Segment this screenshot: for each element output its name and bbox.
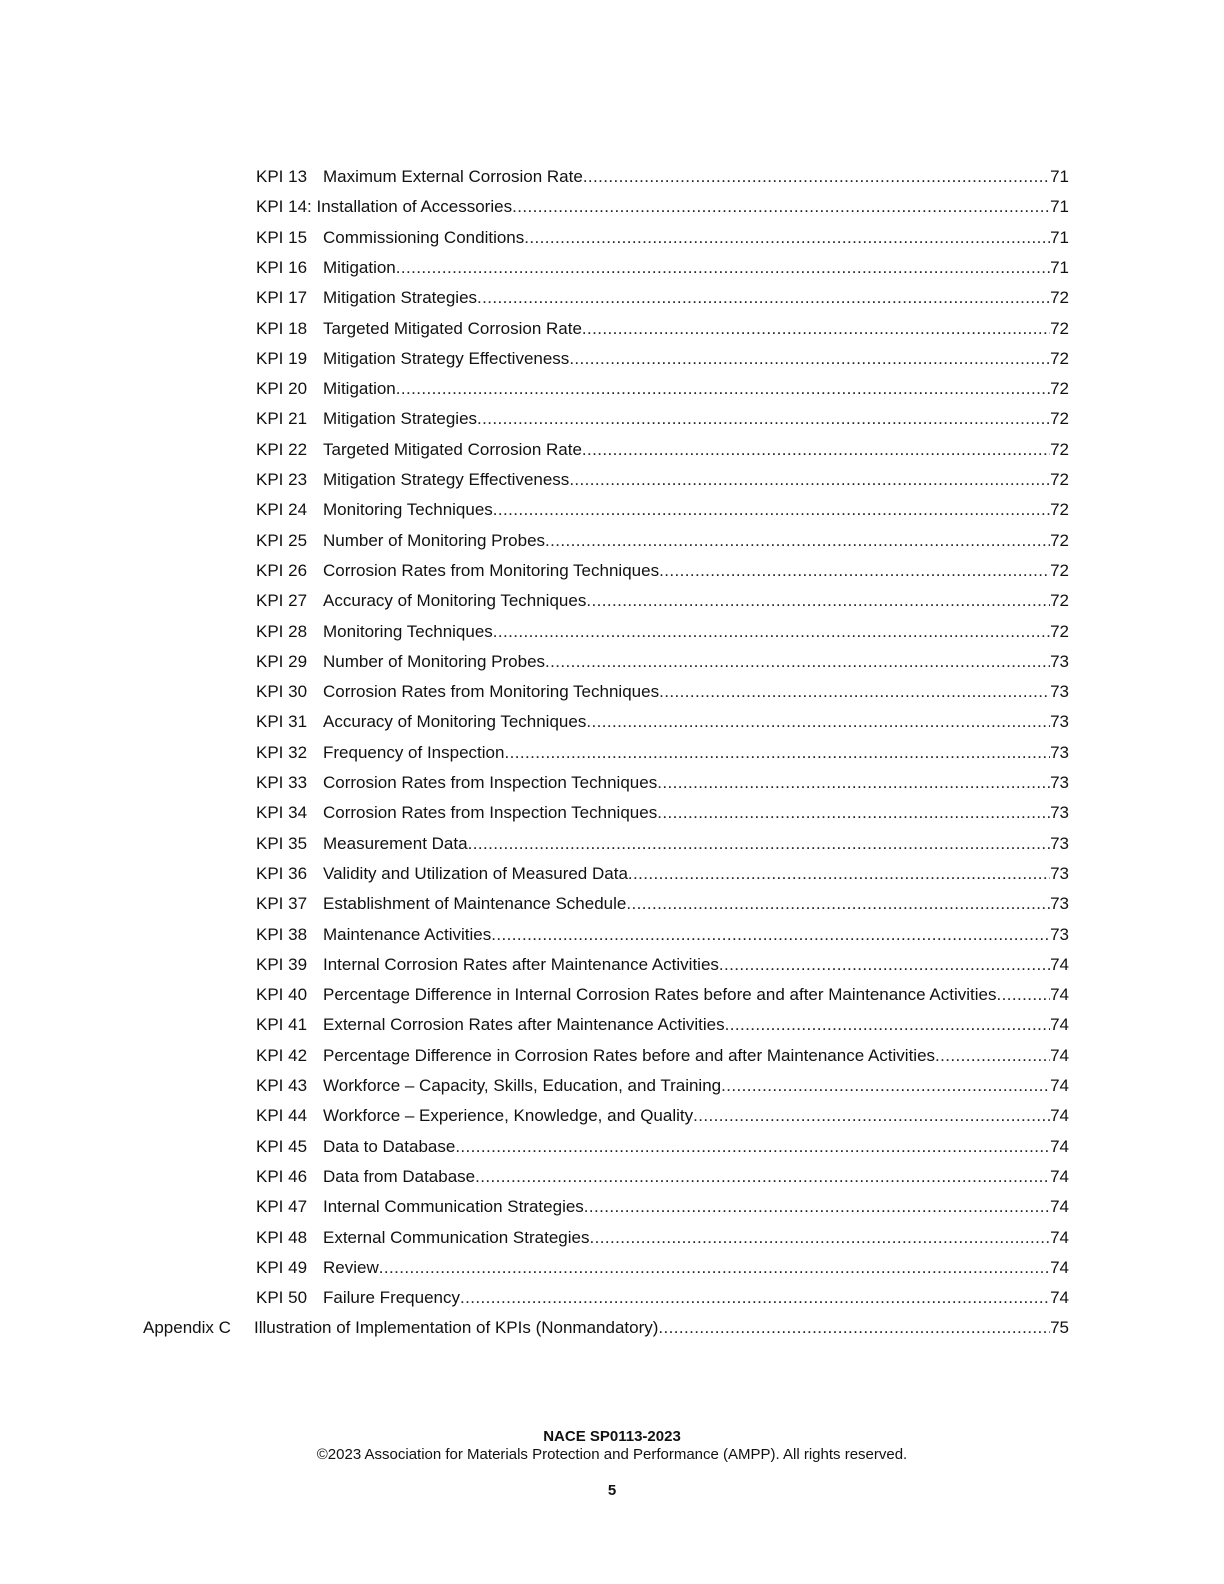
toc-entry-page: 71	[1050, 227, 1069, 247]
toc-entry-code: KPI 18	[256, 318, 308, 338]
dot-leader	[935, 1041, 1050, 1071]
toc-entry-title: Workforce – Capacity, Skills, Education, and Training	[323, 1076, 722, 1095]
toc-entry-line	[323, 586, 1069, 616]
toc-entry-page: 73	[1050, 863, 1069, 883]
toc-entry[interactable]	[0, 586, 1224, 616]
toc-entry-line	[323, 404, 1069, 434]
toc-entry[interactable]	[0, 1283, 1224, 1313]
toc-entry[interactable]	[0, 162, 1224, 192]
toc-entry-line	[323, 465, 1069, 495]
toc-entry-line	[323, 314, 1069, 344]
toc-entry[interactable]	[0, 1010, 1224, 1040]
dot-leader	[583, 162, 1050, 192]
toc-entry-code: KPI 46	[256, 1166, 308, 1186]
toc-entry-code: KPI 35	[256, 833, 308, 853]
toc-entry-code: Appendix C	[143, 1318, 231, 1338]
toc-entry-page: 73	[1050, 742, 1069, 762]
toc-entry-title: Establishment of Maintenance Schedule	[323, 894, 627, 914]
toc-entry-code: KPI 17	[256, 288, 308, 308]
toc-entry-code: KPI 44	[256, 1106, 308, 1126]
toc-entry-line	[323, 1192, 1069, 1222]
dot-leader	[569, 465, 1050, 495]
toc-entry-line	[323, 1041, 1069, 1071]
toc-entry-title: Measurement Data	[323, 833, 468, 853]
dot-leader	[504, 738, 1050, 768]
toc-entry-line	[323, 798, 1069, 828]
toc-entry-title: Frequency of Inspection	[323, 742, 505, 762]
toc-entry-line	[323, 495, 1069, 525]
toc-entry-code: KPI 20	[256, 379, 308, 399]
toc-entry-title: Mitigation Strategies	[323, 409, 478, 429]
toc-entry-title: Number of Monitoring Probes	[323, 651, 546, 671]
toc-entry-code: KPI 45	[256, 1136, 308, 1156]
toc-entry[interactable]	[0, 617, 1224, 647]
toc-entry-line	[323, 253, 1069, 283]
toc-entry-title: Corrosion Rates from Monitoring Techniques	[323, 560, 660, 580]
dot-leader	[475, 1162, 1050, 1192]
toc-entry-code: KPI 30	[256, 682, 308, 702]
toc-entry-title: Mitigation Strategies	[323, 288, 478, 308]
toc-entry-code: KPI 39	[256, 954, 308, 974]
toc-entry-line	[323, 1283, 1069, 1313]
toc-entry-page: 72	[1050, 560, 1069, 580]
toc-entry-line	[323, 768, 1069, 798]
toc-entry-page: 74	[1050, 954, 1069, 974]
toc-entry-code: KPI 50	[256, 1288, 308, 1308]
toc-entry-page: 73	[1050, 682, 1069, 702]
toc-entry-page: 72	[1050, 379, 1069, 399]
dot-leader	[719, 950, 1050, 980]
toc-entry-title: Illustration of Implementation of KPIs (Nonmandatory)	[254, 1318, 659, 1338]
toc-entry-code: KPI 16	[256, 257, 308, 277]
toc-entry-code: KPI 15	[256, 227, 308, 247]
toc-entry[interactable]	[0, 314, 1224, 344]
toc-entry[interactable]	[0, 707, 1224, 737]
toc-entry-line	[323, 344, 1069, 374]
toc-entry-code: KPI 40	[256, 985, 308, 1005]
toc-entry-code: KPI 38	[256, 924, 308, 944]
toc-entry-page: 74	[1050, 1227, 1069, 1247]
toc-entry-line	[323, 859, 1069, 889]
toc-entry-page: 73	[1050, 924, 1069, 944]
toc-entry-line	[323, 223, 1069, 253]
toc-entry-title: Corrosion Rates from Inspection Techniques	[323, 803, 658, 823]
toc-entry[interactable]	[0, 950, 1224, 980]
toc-entry-title: Mitigation Strategy Effectiveness	[323, 348, 570, 368]
toc-entry-line	[323, 677, 1069, 707]
toc-entry-page: 71	[1050, 257, 1069, 277]
toc-entry[interactable]	[0, 1253, 1224, 1283]
toc-entry-title: Commissioning Conditions	[323, 227, 525, 247]
dot-leader	[396, 253, 1050, 283]
toc-entry[interactable]	[0, 404, 1224, 434]
toc-entry-title: Monitoring Techniques	[323, 500, 493, 520]
toc-entry-code: KPI 49	[256, 1257, 308, 1277]
toc-entry[interactable]	[0, 798, 1224, 828]
dot-leader	[586, 586, 1050, 616]
toc-entry-title: Targeted Mitigated Corrosion Rate	[323, 439, 582, 459]
toc-entry[interactable]	[0, 223, 1224, 253]
dot-leader	[659, 677, 1050, 707]
dot-leader	[721, 1071, 1050, 1101]
toc-entry-line	[323, 1253, 1069, 1283]
toc-entry-page: 74	[1050, 985, 1069, 1005]
toc-entry[interactable]	[0, 1071, 1224, 1101]
toc-entry-title: Percentage Difference in Corrosion Rates before and after Maintenance Activities	[323, 1045, 936, 1065]
toc-entry[interactable]	[0, 192, 1224, 222]
toc-entry-title: Mitigation	[323, 379, 396, 399]
toc-entry-title: Corrosion Rates from Inspection Techniques	[323, 773, 658, 792]
toc-entry-title: Internal Corrosion Rates after Maintenance Activities	[323, 954, 719, 974]
toc-entry-title: Maintenance Activities	[323, 924, 492, 944]
toc-entry-code: KPI 26	[256, 560, 308, 580]
dot-leader	[626, 889, 1050, 919]
dot-leader	[725, 1010, 1051, 1040]
toc-entry-title: Data from Database	[323, 1166, 476, 1186]
toc-entry-code: KPI 29	[256, 651, 308, 671]
toc-entry-code: KPI 13	[256, 167, 308, 186]
dot-leader	[545, 526, 1050, 556]
toc-entry-page: 72	[1050, 621, 1069, 641]
toc-entry-page: 72	[1050, 591, 1069, 611]
toc-entry-page: 74	[1050, 1015, 1069, 1035]
toc-entry-title: Failure Frequency	[323, 1288, 461, 1308]
toc-entry-line	[323, 526, 1069, 556]
toc-appendix-entry[interactable]	[0, 1313, 1224, 1343]
toc-entry[interactable]	[0, 829, 1224, 859]
toc-entry-code: KPI 42	[256, 1045, 308, 1065]
toc-entry[interactable]	[0, 647, 1224, 677]
toc-entry-title: Data to Database	[323, 1136, 456, 1156]
toc-entry[interactable]	[0, 495, 1224, 525]
toc-entry-page: 74	[1050, 1197, 1069, 1217]
toc-entry[interactable]	[0, 920, 1224, 950]
toc-entry-title: Internal Communication Strategies	[323, 1197, 584, 1217]
toc-entry-line	[323, 1010, 1069, 1040]
toc-entry[interactable]	[0, 1192, 1224, 1222]
footer-copyright: ©2023 Association for Materials Protection and Performance (AMPP). All rights reserved.	[316, 1446, 908, 1463]
toc-entry-line	[323, 1223, 1069, 1253]
toc-entry-code: KPI 33	[256, 773, 308, 792]
toc-entry[interactable]	[0, 344, 1224, 374]
toc-entry[interactable]	[0, 768, 1224, 798]
toc-entry-line	[254, 1313, 1069, 1343]
toc-entry-page: 75	[1050, 1318, 1069, 1338]
toc-entry-title: External Corrosion Rates after Maintenance Activities	[323, 1015, 725, 1035]
toc-entry-page: 74	[1050, 1045, 1069, 1065]
toc-entry-title: Maximum External Corrosion Rate	[323, 167, 583, 186]
toc-entry-line	[323, 1101, 1069, 1131]
toc-entry-page: 74	[1050, 1076, 1069, 1095]
dot-leader	[460, 1283, 1050, 1313]
toc-entry-code: KPI 25	[256, 530, 308, 550]
toc-entry-page: 72	[1050, 348, 1069, 368]
toc-entry[interactable]	[0, 1041, 1224, 1071]
toc-entry-page: 71	[1050, 197, 1069, 217]
toc-entry[interactable]	[0, 283, 1224, 313]
dot-leader	[658, 1313, 1050, 1343]
toc-entry-page: 72	[1050, 439, 1069, 459]
toc-entry-code: KPI 34	[256, 803, 308, 823]
toc-entry-line	[323, 889, 1069, 919]
toc-entry-title: Targeted Mitigated Corrosion Rate	[323, 318, 582, 338]
dot-leader	[493, 617, 1050, 647]
dot-leader	[379, 1253, 1050, 1283]
dot-leader	[477, 283, 1050, 313]
toc-entry-code: KPI 43	[256, 1076, 308, 1095]
toc-entry[interactable]	[0, 677, 1224, 707]
dot-leader	[628, 859, 1050, 889]
toc-entry-page: 71	[1050, 167, 1069, 186]
toc-entry-line	[323, 283, 1069, 313]
dot-leader	[693, 1101, 1050, 1131]
toc-entry[interactable]	[0, 465, 1224, 495]
toc-entry[interactable]	[0, 1132, 1224, 1162]
toc-entry-title: Mitigation Strategy Effectiveness	[323, 470, 570, 489]
toc-entry-page: 72	[1050, 318, 1069, 338]
toc-entry[interactable]	[0, 1223, 1224, 1253]
toc-entry-line	[323, 435, 1069, 465]
toc-entry-page: 73	[1050, 773, 1069, 792]
toc-entry-code: KPI 32	[256, 742, 308, 762]
dot-leader	[582, 435, 1050, 465]
toc-entry-line	[323, 162, 1069, 192]
footer-standard-id: NACE SP0113-2023	[543, 1428, 681, 1445]
toc-entry-line	[323, 980, 1069, 1010]
dot-leader	[396, 374, 1050, 404]
toc-entry-line	[323, 556, 1069, 586]
toc-entry[interactable]	[0, 556, 1224, 586]
toc-entry[interactable]	[0, 1101, 1224, 1131]
toc-entry-title: Number of Monitoring Probes	[323, 530, 546, 550]
toc-entry[interactable]	[0, 738, 1224, 768]
dot-leader	[657, 798, 1050, 828]
toc-entry-title: Workforce – Experience, Knowledge, and Quality	[323, 1106, 694, 1126]
toc-entry-page: 72	[1050, 530, 1069, 550]
toc-entry-line	[256, 192, 1069, 222]
toc-entry-line	[323, 374, 1069, 404]
toc-entry-title: External Communication Strategies	[323, 1227, 590, 1247]
toc-entry[interactable]	[0, 980, 1224, 1010]
toc-entry-page: 72	[1050, 470, 1069, 489]
toc-entry-page: 74	[1050, 1136, 1069, 1156]
toc-entry-code: KPI 28	[256, 621, 308, 641]
toc-entry[interactable]	[0, 253, 1224, 283]
toc-entry-code: KPI 21	[256, 409, 308, 429]
toc-entry[interactable]	[0, 1162, 1224, 1192]
toc-entry-title: Review	[323, 1257, 379, 1277]
toc-entry-line	[323, 647, 1069, 677]
toc-entry-title: Corrosion Rates from Monitoring Techniques	[323, 682, 660, 702]
dot-leader	[657, 768, 1050, 798]
toc-entry-page: 72	[1050, 500, 1069, 520]
toc-entry[interactable]	[0, 889, 1224, 919]
toc-entry-code: KPI 48	[256, 1227, 308, 1247]
dot-leader	[491, 920, 1050, 950]
toc-entry-title: Accuracy of Monitoring Techniques	[323, 712, 587, 732]
toc-entry[interactable]	[0, 435, 1224, 465]
toc-entry-code: KPI 23	[256, 470, 308, 489]
toc-entry-title: Accuracy of Monitoring Techniques	[323, 591, 587, 611]
toc-entry-page: 73	[1050, 803, 1069, 823]
toc-entry-code: KPI 36	[256, 863, 308, 883]
toc-entry-line	[323, 1071, 1069, 1101]
dot-leader	[477, 404, 1050, 434]
toc-entry-code: KPI 27	[256, 591, 308, 611]
toc-entry-title: Validity and Utilization of Measured Data	[323, 863, 628, 883]
toc-entry-page: 73	[1050, 651, 1069, 671]
dot-leader	[545, 647, 1050, 677]
dot-leader	[455, 1132, 1050, 1162]
toc-entry-title: KPI 14: Installation of Accessories	[256, 197, 513, 217]
toc-entry-code: KPI 19	[256, 348, 308, 368]
toc-entry-title: Percentage Difference in Internal Corrosion Rates before and after Maintenance Activities	[323, 985, 997, 1005]
dot-leader	[582, 314, 1050, 344]
toc-entry-page: 73	[1050, 833, 1069, 853]
toc-entry-page: 74	[1050, 1166, 1069, 1186]
dot-leader	[524, 223, 1050, 253]
toc-entry-line	[323, 829, 1069, 859]
toc-entry-line	[323, 617, 1069, 647]
dot-leader	[659, 556, 1050, 586]
toc-entry-page: 74	[1050, 1288, 1069, 1308]
toc-entry-page: 72	[1050, 288, 1069, 308]
dot-leader	[493, 495, 1050, 525]
dot-leader	[512, 192, 1050, 222]
toc-entry-code: KPI 41	[256, 1015, 308, 1035]
toc-entry-line	[323, 950, 1069, 980]
toc-entry-title: Mitigation	[323, 257, 396, 277]
dot-leader	[996, 980, 1050, 1010]
toc-entry-code: KPI 31	[256, 712, 308, 732]
toc-entry-line	[323, 1132, 1069, 1162]
toc-entry-code: KPI 24	[256, 500, 308, 520]
dot-leader	[584, 1192, 1050, 1222]
dot-leader	[589, 1223, 1050, 1253]
toc-entry-line	[323, 1162, 1069, 1192]
toc-entry-line	[323, 707, 1069, 737]
dot-leader	[468, 829, 1051, 859]
toc-entry[interactable]	[0, 374, 1224, 404]
toc-entry-page: 72	[1050, 409, 1069, 429]
dot-leader	[586, 707, 1050, 737]
page-number: 5	[607, 1482, 617, 1499]
toc-entry[interactable]	[0, 526, 1224, 556]
toc-entry-page: 73	[1050, 712, 1069, 732]
toc-entry-title: Monitoring Techniques	[323, 621, 493, 641]
toc-entry-code: KPI 37	[256, 894, 308, 914]
toc-entry[interactable]	[0, 859, 1224, 889]
toc-entry-line	[323, 920, 1069, 950]
dot-leader	[569, 344, 1050, 374]
toc-entry-page: 74	[1050, 1106, 1069, 1126]
toc-entry-line	[323, 738, 1069, 768]
toc-entry-page: 73	[1050, 894, 1069, 914]
toc-entry-page: 74	[1050, 1257, 1069, 1277]
toc-entry-code: KPI 22	[256, 439, 308, 459]
toc-entry-code: KPI 47	[256, 1197, 308, 1217]
